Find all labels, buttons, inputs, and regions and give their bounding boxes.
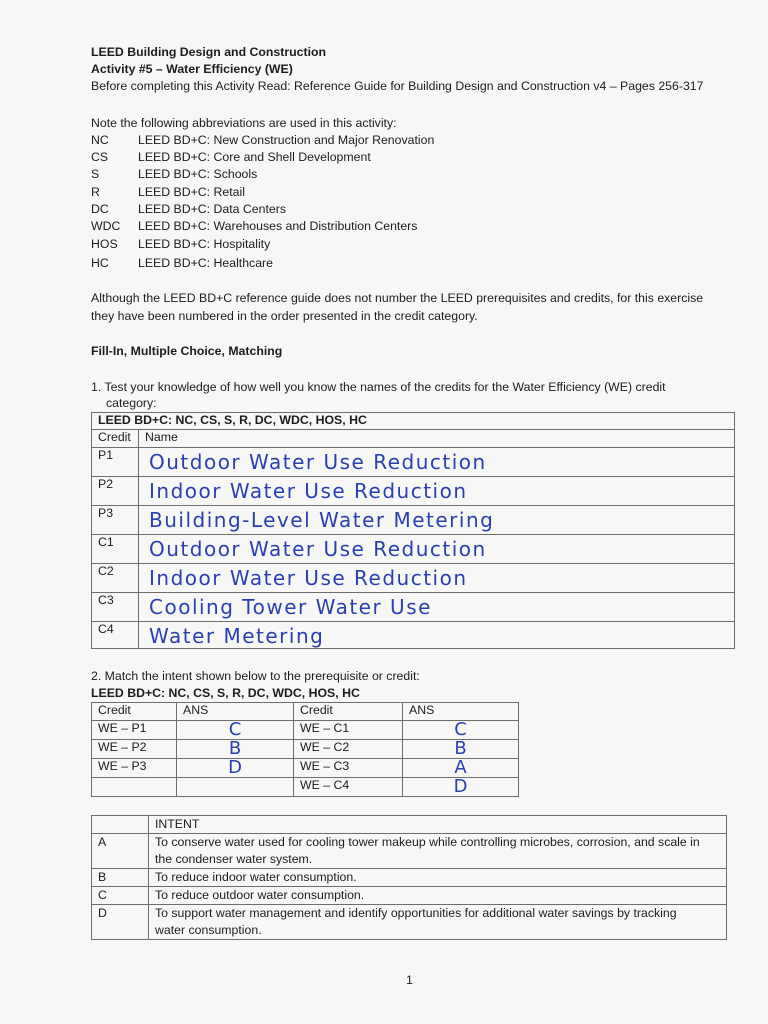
- abbrev-row: S LEED BD+C: Schools: [91, 167, 258, 181]
- abbrev-intro: Note the following abbreviations are used in this activity:: [91, 116, 397, 130]
- table-row: [92, 834, 727, 869]
- matching-table: [91, 702, 519, 797]
- doc-title: LEED Building Design and Construction: [91, 45, 327, 59]
- section-title: Fill-In, Multiple Choice, Matching: [91, 344, 283, 358]
- column-header: ANS: [177, 703, 294, 721]
- table-row: [92, 887, 727, 905]
- page-number: 1: [406, 973, 413, 987]
- intent-key: B: [92, 869, 149, 887]
- intent-text: To reduce outdoor water consumption.: [149, 887, 727, 905]
- credit-cell: C4: [92, 622, 139, 649]
- intent-text: To reduce indoor water consumption.: [149, 869, 727, 887]
- table-row: [92, 622, 735, 649]
- handwritten-answer: B: [403, 740, 519, 759]
- credit-cell: [92, 778, 177, 797]
- reading-instruction: Before completing this Activity Read: Reference Guide for Building Design and Construction v4 – Pages 256-317: [91, 79, 704, 93]
- handwritten-answer: [177, 778, 294, 797]
- table-row: [92, 740, 519, 759]
- question-1-text-cont: category:: [106, 396, 157, 410]
- handwritten-answer: Outdoor Water Use Reduction: [139, 535, 735, 564]
- credit-cell: C1: [92, 535, 139, 564]
- handwritten-answer: B: [177, 740, 294, 759]
- intent-table: [91, 815, 727, 940]
- handwritten-answer: Outdoor Water Use Reduction: [139, 448, 735, 477]
- question-2-text: 2. Match the intent shown below to the prerequisite or credit:: [91, 669, 420, 683]
- table-row: [92, 564, 735, 593]
- intent-key: A: [92, 834, 149, 869]
- table-row: [92, 759, 519, 778]
- credit-cell: C3: [92, 593, 139, 622]
- intent-key: D: [92, 905, 149, 940]
- credit-cell: WE – C3: [294, 759, 403, 778]
- handwritten-answer: Indoor Water Use Reduction: [139, 477, 735, 506]
- handwritten-answer: Indoor Water Use Reduction: [139, 564, 735, 593]
- activity-title: Activity #5 – Water Efficiency (WE): [91, 62, 293, 76]
- credit-cell: P3: [92, 506, 139, 535]
- abbrev-row: DC LEED BD+C: Data Centers: [91, 202, 286, 216]
- handwritten-answer: Water Metering: [139, 622, 735, 649]
- table-row: [92, 778, 519, 797]
- intent-key: C: [92, 887, 149, 905]
- column-header: INTENT: [149, 816, 727, 834]
- handwritten-answer: D: [403, 778, 519, 797]
- handwritten-answer: C: [177, 721, 294, 740]
- table-row: [92, 506, 735, 535]
- abbrev-row: HC LEED BD+C: Healthcare: [91, 256, 273, 270]
- table-row: [92, 869, 727, 887]
- credit-cell: P1: [92, 448, 139, 477]
- table-row: [92, 477, 735, 506]
- credit-cell: WE – C1: [294, 721, 403, 740]
- table-row: [92, 535, 735, 564]
- question-1-text: 1. Test your knowledge of how well you know the names of the credits for the Water Efficiency (WE) credit: [91, 380, 666, 394]
- table-row: [92, 448, 735, 477]
- abbrev-row: WDC LEED BD+C: Warehouses and Distribution Centers: [91, 219, 418, 233]
- credit-cell: WE – P1: [92, 721, 177, 740]
- table-row: [92, 593, 735, 622]
- table-row: [92, 721, 519, 740]
- column-header: ANS: [403, 703, 519, 721]
- handwritten-answer: Cooling Tower Water Use: [139, 593, 735, 622]
- column-header: Credit: [294, 703, 403, 721]
- numbering-note-line2: they have been numbered in the order presented in the credit category.: [91, 309, 478, 323]
- credit-cell: WE – C2: [294, 740, 403, 759]
- intent-text: To support water management and identify opportunities for additional water savings by tracking water consumption.: [149, 905, 727, 940]
- table-row: [92, 905, 727, 940]
- question-2-table-title: LEED BD+C: NC, CS, S, R, DC, WDC, HOS, HC: [91, 686, 360, 700]
- credit-cell: WE – C4: [294, 778, 403, 797]
- abbrev-row: CS LEED BD+C: Core and Shell Development: [91, 150, 371, 164]
- handwritten-answer: C: [403, 721, 519, 740]
- credit-cell: WE – P3: [92, 759, 177, 778]
- table-title: LEED BD+C: NC, CS, S, R, DC, WDC, HOS, HC: [92, 413, 735, 430]
- handwritten-answer: A: [403, 759, 519, 778]
- column-header: Credit: [92, 430, 139, 448]
- handwritten-answer: D: [177, 759, 294, 778]
- column-header: Name: [139, 430, 735, 448]
- column-header: Credit: [92, 703, 177, 721]
- credit-cell: WE – P2: [92, 740, 177, 759]
- abbrev-row: R LEED BD+C: Retail: [91, 185, 245, 199]
- abbrev-row: NC LEED BD+C: New Construction and Major Renovation: [91, 133, 435, 147]
- abbrev-row: HOS LEED BD+C: Hospitality: [91, 237, 271, 251]
- credit-cell: C2: [92, 564, 139, 593]
- intent-text: To conserve water used for cooling tower makeup while controlling microbes, corrosion, and scale in the condenser water system.: [149, 834, 727, 869]
- numbering-note-line1: Although the LEED BD+C reference guide does not number the LEED prerequisites and credits, for this exercise: [91, 291, 704, 305]
- handwritten-answer: Building-Level Water Metering: [139, 506, 735, 535]
- credit-names-table: [91, 412, 735, 649]
- credit-cell: P2: [92, 477, 139, 506]
